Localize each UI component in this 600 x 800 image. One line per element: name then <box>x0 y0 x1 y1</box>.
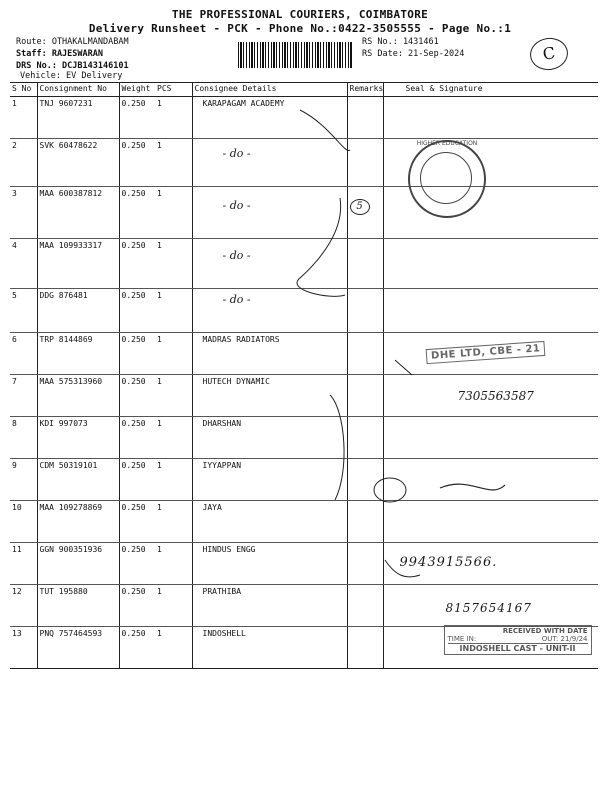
cell-remarks <box>347 501 383 543</box>
cell-consignment: KDI 997073 <box>37 417 119 459</box>
cell-seal <box>383 501 598 543</box>
cell-weight: 0.250 <box>119 627 155 669</box>
cell-pcs: 1 <box>155 139 192 187</box>
cell-sno: 3 <box>10 187 37 239</box>
cell-sno: 9 <box>10 459 37 501</box>
cell-consignment: CDM 50319101 <box>37 459 119 501</box>
cell-sno: 7 <box>10 375 37 417</box>
col-weight: Weight <box>119 83 155 97</box>
table-row <box>10 289 598 333</box>
cell-pcs: 1 <box>155 543 192 585</box>
table-row <box>10 585 598 627</box>
cell-sno: 12 <box>10 585 37 627</box>
cell-consignee: JAYA <box>192 501 347 543</box>
table-row <box>10 97 598 139</box>
cell-sno: 1 <box>10 97 37 139</box>
barcode <box>238 42 353 68</box>
cell-consignee: HINDUS ENGG <box>192 543 347 585</box>
cell-consignment: MAA 600387812 <box>37 187 119 239</box>
cell-weight: 0.250 <box>119 289 155 333</box>
cell-pcs: 1 <box>155 239 192 289</box>
cell-remarks <box>347 333 383 375</box>
stamp-received-with-date: RECEIVED WITH DATE <box>502 627 588 635</box>
table-row <box>10 187 598 239</box>
route-label: Route: OTHAKALMANDABAM <box>16 37 129 47</box>
cell-consignee: HUTECH DYNAMIC <box>192 375 347 417</box>
cell-remarks <box>347 97 383 139</box>
cell-consignment: PNQ 757464593 <box>37 627 119 669</box>
stamp-company-unit: INDOSHELL CAST - UNIT-II <box>448 643 588 653</box>
runsheet-subtitle: Delivery Runsheet - PCK - Phone No.:0422-3505555 - Page No.:1 <box>88 22 512 35</box>
cell-weight: 0.250 <box>119 187 155 239</box>
cell-pcs: 1 <box>155 459 192 501</box>
stamp-time-row <box>448 635 588 643</box>
cell-consignee-ditto: - do - <box>192 239 347 289</box>
cell-sno: 11 <box>10 543 37 585</box>
cell-pcs: 1 <box>155 333 192 375</box>
seal-text: HIGHER EDUCATION <box>416 140 478 147</box>
cell-remarks <box>347 375 383 417</box>
cell-remarks <box>347 585 383 627</box>
cell-consignee: KARAPAGAM ACADEMY <box>192 97 347 139</box>
cell-remarks <box>347 239 383 289</box>
col-remarks: Remarks <box>347 83 383 97</box>
cell-weight: 0.250 <box>119 97 155 139</box>
cell-remarks <box>347 139 383 187</box>
cell-consignment: TRP 8144869 <box>37 333 119 375</box>
col-pcs: PCS <box>155 83 192 97</box>
cell-weight: 0.250 <box>119 239 155 289</box>
cell-pcs: 1 <box>155 627 192 669</box>
cell-remarks <box>347 627 383 669</box>
cell-sno: 5 <box>10 289 37 333</box>
cell-seal <box>383 239 598 289</box>
cell-consignee-ditto: - do - <box>192 139 347 187</box>
runsheet-table <box>10 82 598 669</box>
cell-consignment: DDG 876481 <box>37 289 119 333</box>
cell-remarks <box>347 289 383 333</box>
table-row <box>10 417 598 459</box>
cell-weight: 0.250 <box>119 333 155 375</box>
cell-seal <box>383 459 598 501</box>
cell-consignee-ditto: - do - <box>192 289 347 333</box>
cell-remarks <box>347 187 383 239</box>
company-title: THE PROFESSIONAL COURIERS, COIMBATORE <box>171 8 429 21</box>
cell-remarks <box>347 543 383 585</box>
vehicle-label: Vehicle: EV Delivery <box>20 71 123 81</box>
cell-consignee: DHARSHAN <box>192 417 347 459</box>
cell-consignment: MAA 109933317 <box>37 239 119 289</box>
rs-date: RS Date: 21-Sep-2024 <box>362 49 465 59</box>
cell-consignment: TNJ 9607231 <box>37 97 119 139</box>
cell-consignment: GGN 900351936 <box>37 543 119 585</box>
company-stamp: DHE LTD, CBE - 21 <box>425 341 545 364</box>
cell-seal <box>383 289 598 333</box>
cell-consignee: INDOSHELL <box>192 627 347 669</box>
cell-weight: 0.250 <box>119 459 155 501</box>
cell-pcs: 1 <box>155 417 192 459</box>
table-row <box>10 459 598 501</box>
cell-pcs: 1 <box>155 97 192 139</box>
cell-consignee: MADRAS RADIATORS <box>192 333 347 375</box>
cell-consignment: MAA 575313960 <box>37 375 119 417</box>
cell-remarks <box>347 417 383 459</box>
cell-consignment: MAA 109278869 <box>37 501 119 543</box>
cell-sno: 13 <box>10 627 37 669</box>
rs-number: RS No.: 1431461 <box>362 37 439 47</box>
stamp-time-in: TIME IN: <box>447 635 477 643</box>
cell-consignment: TUT 195880 <box>37 585 119 627</box>
table-row <box>10 375 598 417</box>
table-row <box>10 333 598 375</box>
drs-label: DRS No.: DCJB143146101 <box>16 61 129 71</box>
cell-pcs: 1 <box>155 187 192 239</box>
table-row <box>10 627 598 669</box>
cell-consignee: PRATHIBA <box>192 585 347 627</box>
cell-weight: 0.250 <box>119 585 155 627</box>
cell-weight: 0.250 <box>119 543 155 585</box>
cell-weight: 0.250 <box>119 375 155 417</box>
staff-label: Staff: RAJESWARAN <box>16 49 103 59</box>
stamp-out: OUT: 21/9/24 <box>541 635 588 643</box>
cell-sno: 6 <box>10 333 37 375</box>
handwritten-phone: 9943915566. <box>399 555 498 570</box>
cell-pcs: 1 <box>155 585 192 627</box>
col-sno: S No <box>10 83 37 97</box>
cell-seal <box>383 543 598 585</box>
cell-pcs: 1 <box>155 289 192 333</box>
round-seal <box>408 140 486 218</box>
cell-sno: 4 <box>10 239 37 289</box>
cell-consignee-ditto: - do - <box>192 187 347 239</box>
cell-weight: 0.250 <box>119 417 155 459</box>
handwritten-phone: 8157654167 <box>445 601 532 615</box>
cell-sno: 2 <box>10 139 37 187</box>
col-consignment: Consignment No <box>37 83 119 97</box>
cell-weight: 0.250 <box>119 501 155 543</box>
table-row <box>10 543 598 585</box>
cell-consignee: IYYAPPAN <box>192 459 347 501</box>
cell-seal <box>383 333 598 375</box>
col-seal-signature: Seal & Signature <box>383 83 598 97</box>
remark-five-mark: 5 <box>350 199 370 215</box>
cell-consignment: SVK 60478622 <box>37 139 119 187</box>
table-row <box>10 139 598 187</box>
circled-c-mark: C <box>528 36 570 73</box>
cell-remarks <box>347 459 383 501</box>
cell-sno: 10 <box>10 501 37 543</box>
cell-seal <box>383 375 598 417</box>
table-row <box>10 239 598 289</box>
cell-pcs: 1 <box>155 501 192 543</box>
cell-seal <box>383 585 598 627</box>
cell-seal <box>383 97 598 139</box>
cell-pcs: 1 <box>155 375 192 417</box>
signature-phone: 7305563587 <box>457 389 534 403</box>
table-header-row <box>10 83 598 97</box>
cell-seal <box>383 417 598 459</box>
table-row <box>10 501 598 543</box>
cell-seal <box>383 627 598 669</box>
received-stamp <box>444 625 592 655</box>
cell-sno: 8 <box>10 417 37 459</box>
col-consignee: Consignee Details <box>192 83 347 97</box>
cell-weight: 0.250 <box>119 139 155 187</box>
